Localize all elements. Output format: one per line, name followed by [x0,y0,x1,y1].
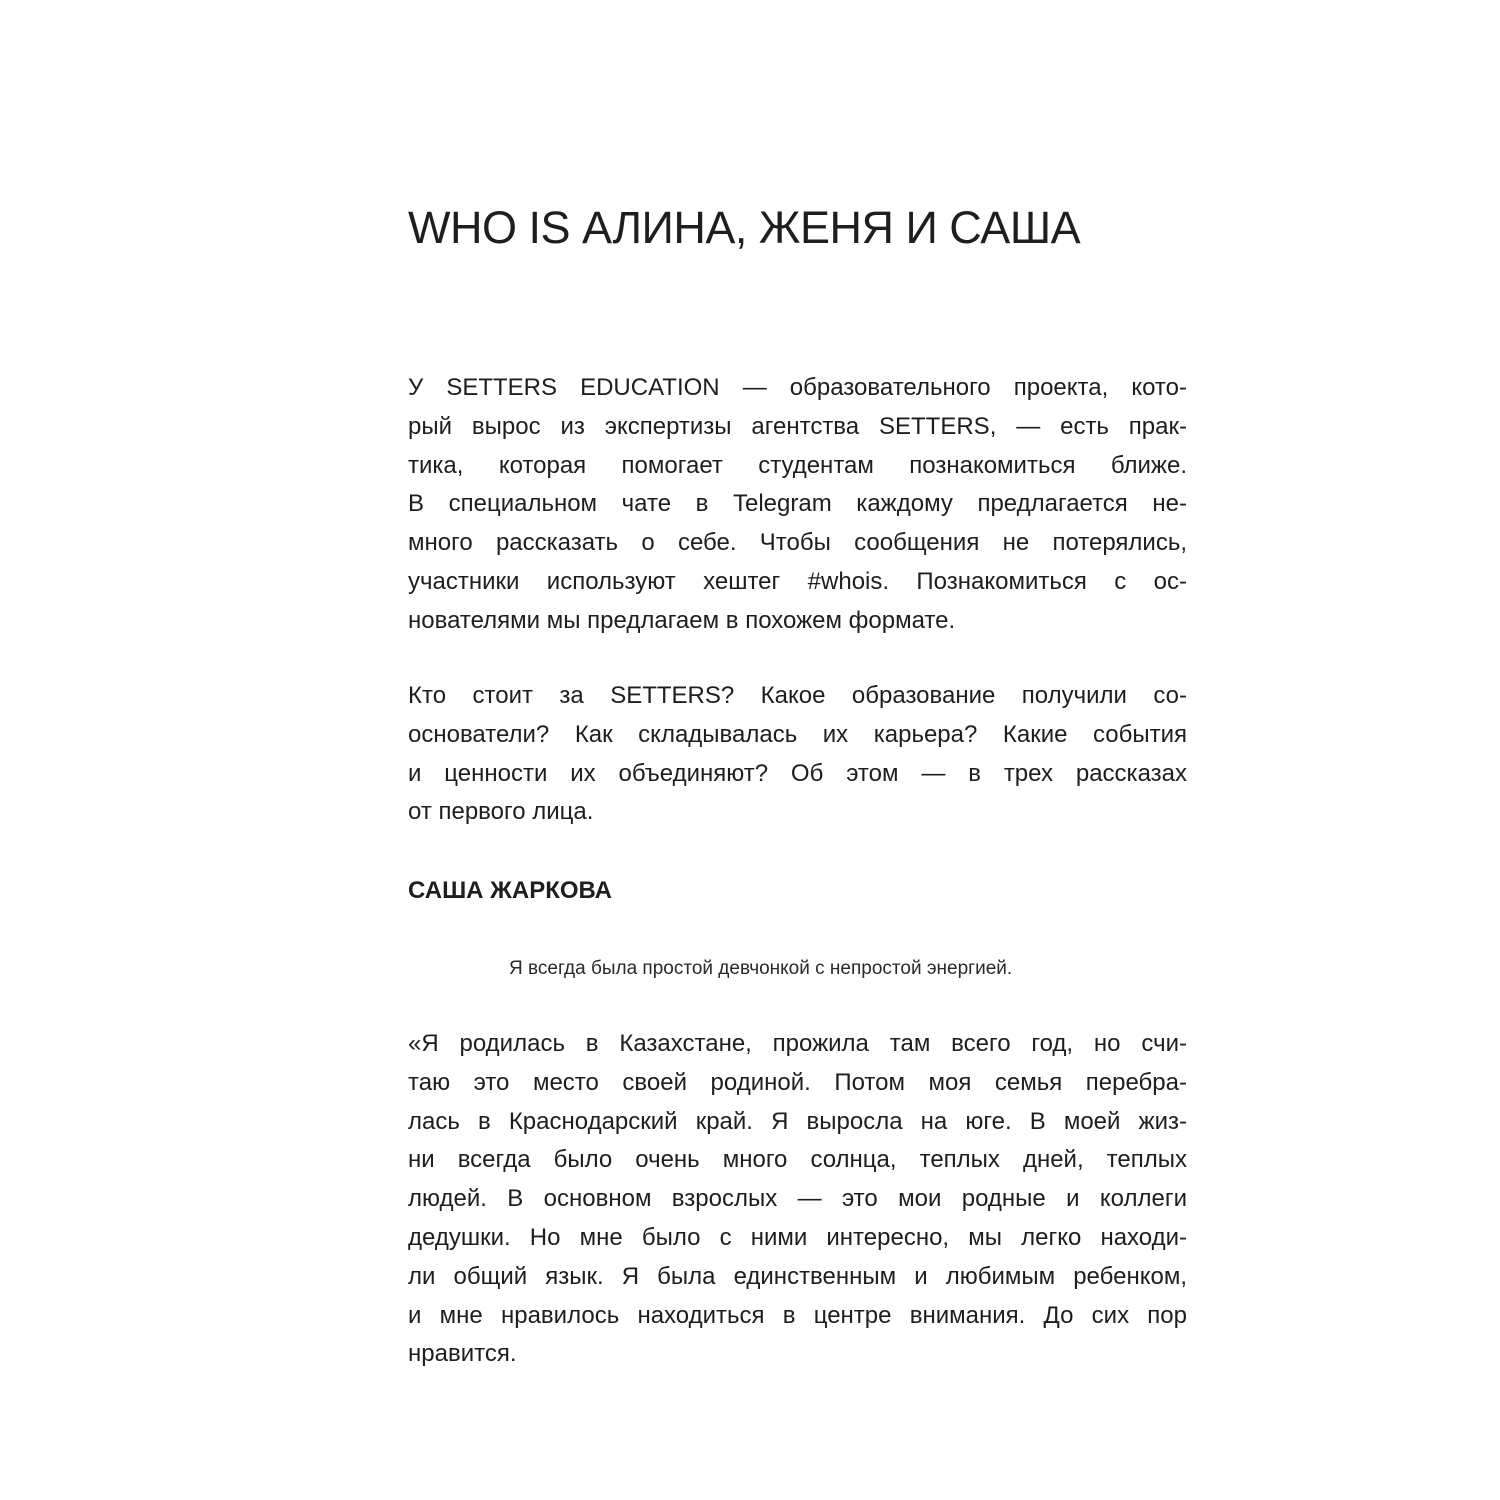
story-paragraph [408,1025,1187,1374]
text-line: тика, которая помогает студентам познакомиться ближе. [408,451,1187,479]
text-line: ни всегда было очень много солнца, теплых дней, теплых [408,1146,1187,1174]
text-line: много рассказать о себе. Чтобы сообщения не потерялись, [408,529,1187,557]
intro-paragraph [408,369,1187,641]
text-line: Кто стоит за SETTERS? Какое образование получили со- [408,682,1187,709]
text-line: основатели? Как складывалась их карьера? Какие события [408,720,1187,748]
text-line: нователями мы предлагаем в похожем формате. [408,606,956,634]
text-line: и ценности их объединяют? Об этом — в трех рассказах [408,759,1187,787]
text-line: нравится. [408,1340,517,1368]
text-line: и мне нравилось находиться в центре внимания. До сих пор [408,1301,1187,1329]
text-line: «Я родилась в Казахстане, прожила там всего год, но счи- [408,1030,1187,1057]
text-line: рый вырос из экспертизы агентства SETTERS, — есть прак- [408,412,1187,440]
text-line: лась в Краснодарский край. Я выросла на юге. В моей жиз- [408,1107,1187,1135]
text-line: У SETTERS EDUCATION — образовательного проекта, кото- [408,374,1187,401]
epigraph: Я всегда была простой девчонкой с непростой энергией. [509,958,1013,979]
text-line: таю это место своей родиной. Потом моя семья перебра- [408,1068,1187,1096]
questions-paragraph [408,677,1187,832]
text-line: В специальном чате в Telegram каждому предлагается не- [408,490,1187,518]
text-line: от первого лица. [408,798,594,826]
section-heading: САША ЖАРКОВА [408,877,612,904]
text-line: ли общий язык. Я была единственным и любимым ребенком, [408,1262,1187,1290]
text-line: участники используют хештег #whois. Познакомиться с ос- [408,567,1187,595]
text-line: людей. В основном взрослых — это мои родные и коллеги [408,1185,1187,1213]
text-line: дедушки. Но мне было с ними интересно, мы легко находи- [408,1223,1187,1251]
page-title: WHO IS АЛИНА, ЖЕНЯ И САША [408,202,1081,253]
